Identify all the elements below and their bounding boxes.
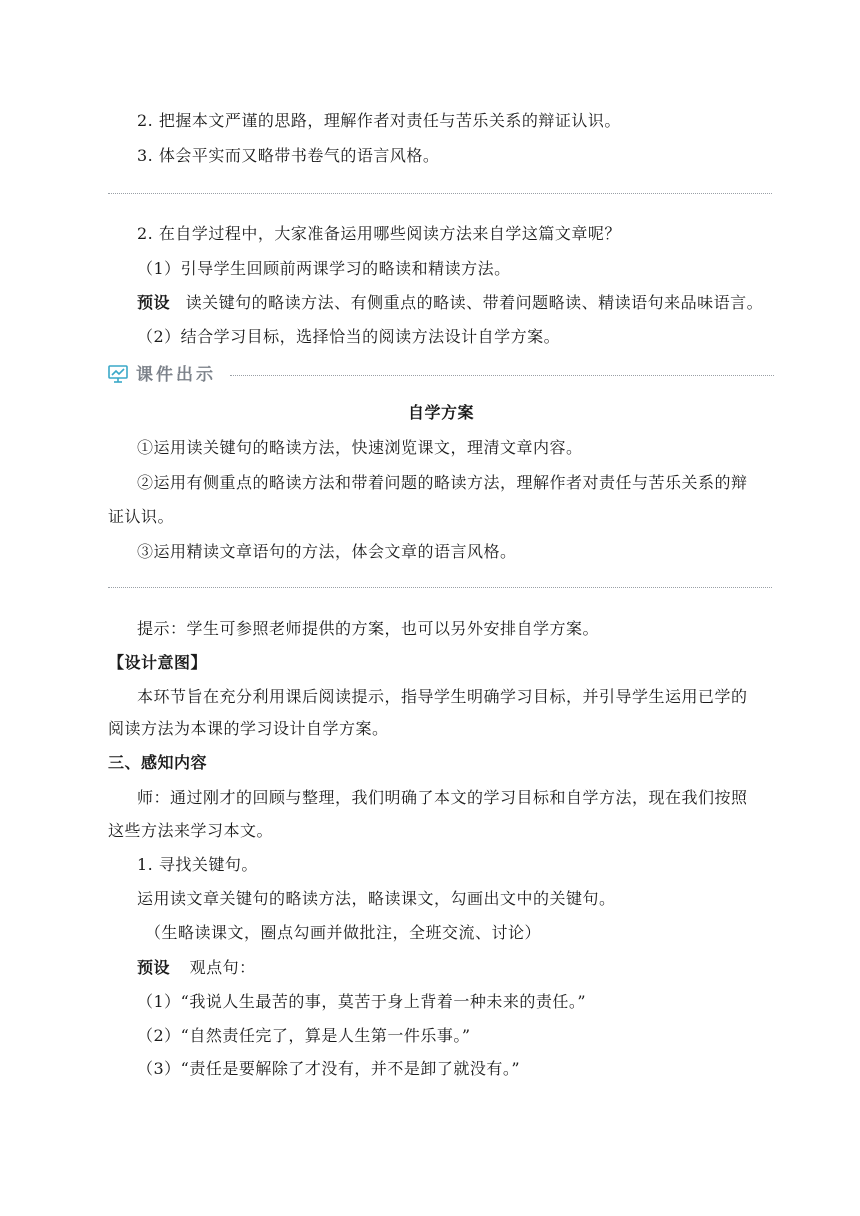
tip-text: 提示：学生可参照老师提供的方案，也可以另外安排自学方案。 (137, 619, 600, 638)
divider-bottom (108, 587, 772, 588)
presentation-icon (108, 365, 128, 383)
design-line-2: 阅读方法为本课的学习设计自学方案。 (108, 719, 389, 738)
preset-text: 读关键句的略读方法、有侧重点的略读、带着问题略读、精读语句来品味语言。 (185, 293, 764, 312)
step-2: （2）结合学习目标，选择恰当的阅读方法设计自学方案。 (137, 327, 561, 346)
plan-item-1: ①运用读关键句的略读方法，快速浏览课文，理清文章内容。 (137, 438, 583, 457)
quote-1: （1）“我说人生最苦的事，莫苦于身上背着一种未来的责任。” (137, 992, 587, 1011)
goal-3: 3. 体会平实而又略带书卷气的语言风格。 (137, 146, 440, 165)
plan-item-2-line-2: 证认识。 (108, 507, 175, 526)
goal-2: 2. 把握本文严谨的思路，理解作者对责任与苦乐关系的辩证认识。 (137, 111, 621, 130)
section-3-heading: 三、感知内容 (108, 753, 208, 772)
design-heading: 【设计意图】 (108, 653, 208, 672)
step-1: （1）引导学生回顾前两课学习的略读和精读方法。 (137, 259, 511, 278)
preset-text-2: 观点句： (189, 958, 256, 977)
design-line-1: 本环节旨在充分利用课后阅读提示，指导学生明确学习目标，并引导学生运用已学的 (137, 687, 748, 706)
plan-item-2-line-1: ②运用有侧重点的略读方法和带着问题的略读方法，理解作者对责任与苦乐关系的辩 (137, 473, 748, 492)
quote-3: （3）“责任是要解除了才没有，并不是卸了就没有。” (137, 1059, 521, 1078)
teacher-line-2: 这些方法来学习本文。 (108, 821, 274, 840)
preset-2 (137, 957, 256, 979)
plan-title: 自学方案 (407, 403, 474, 422)
teacher-line-1: 师：通过刚才的回顾与整理，我们明确了本文的学习目标和自学方法，现在我们按照 (137, 788, 748, 807)
quote-2: （2）“自然责任完了，算是人生第一件乐事。” (137, 1026, 471, 1045)
courseware-header (108, 362, 774, 388)
preset-label-2: 预设 (137, 958, 171, 977)
courseware-label: 课件出示 (136, 365, 216, 385)
preset-1 (137, 292, 763, 314)
preset-label: 预设 (137, 293, 171, 312)
divider-top (108, 193, 772, 194)
task-1-desc: 运用读文章关键句的略读方法，略读课文，勾画出文中的关键句。 (137, 889, 616, 908)
courseware-rule (230, 375, 774, 376)
plan-item-3: ③运用精读文章语句的方法，体会文章的语言风格。 (137, 542, 517, 561)
question-2: 2. 在自学过程中，大家准备运用哪些阅读方法来自学这篇文章呢？ (137, 224, 621, 243)
task-1: 1. 寻找关键句。 (137, 855, 258, 874)
activity-note: （生略读课文，圈点勾画并做批注，全班交流、讨论） (145, 923, 542, 942)
